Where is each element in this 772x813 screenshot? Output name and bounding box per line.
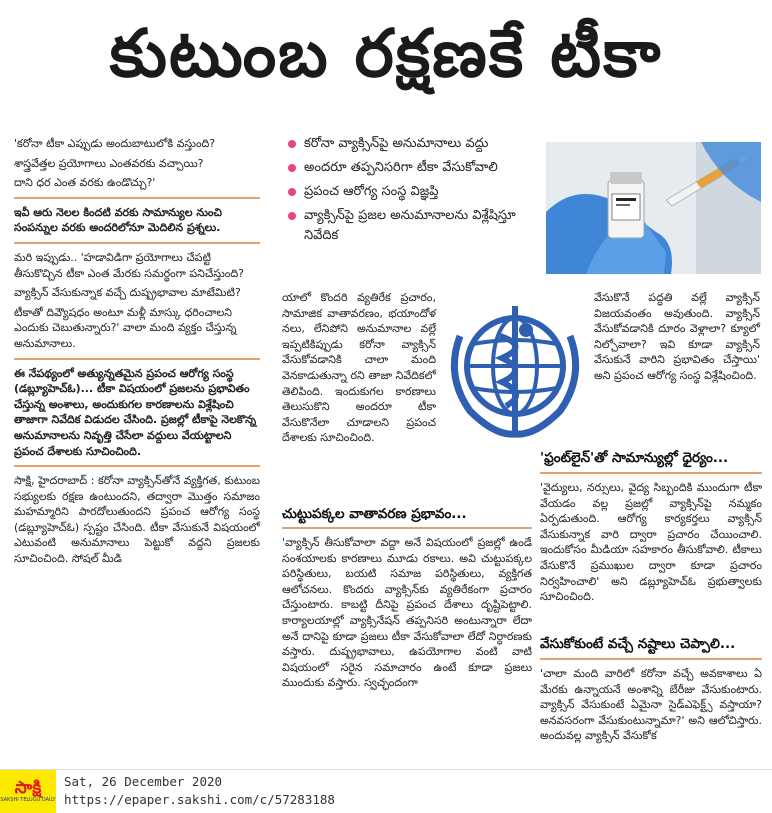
question-4: మరి ఇప్పుడు.. 'హడావిడిగా ప్రయోగాలు చేపట్టి తీసుకొచ్చిన టీకా ఎంత మేరకు సమర్థంగా పనిచేస్తుంది?: [14, 250, 244, 280]
vaccine-photo: [546, 142, 761, 274]
divider: [14, 197, 260, 199]
divider: [540, 658, 762, 660]
bullet-dot-icon: [288, 140, 296, 148]
bullet-item: వ్యాక్సిన్‌పై ప్రజల అనుమానాలను విశ్లేషిస్తూ నివేదిక: [282, 206, 544, 246]
bullet-dot-icon: [288, 212, 296, 220]
right-column-top: వేసుకొనే పద్ధతి వల్లే వ్యాక్సిన్ విజయవంతం అవుతుంది. వ్యాక్సిన్ వేసుకోవడానికి దూరం వెళ్లాలా? క్యూలో నిల్చోవాలా? ఇవి కూడా వ్యాక్సిన్ వేసుకునే వారిని ప్రభావితం చేస్తాయి' అని ప్రపంచ ఆరోగ్య సంస్థ విశ్లేషించింది.: [594, 291, 760, 382]
subhead-surroundings: చుట్టుపక్కల వాతావరణ ప్రభావం...: [282, 506, 467, 522]
left-column: [14, 136, 260, 571]
highlights-box: [282, 132, 544, 250]
bullet-item: కరోనా వ్యాక్సిన్‌పై అనుమానాలు వద్దు: [282, 134, 544, 154]
summary-1: ఇవీ ఆరు నెలల కిందటి వరకు సామాన్యుల నుంచి సంపన్నుల వరకు అందరిలోనూ మెదిలిన ప్రశ్నలు.: [14, 205, 222, 235]
divider: [282, 527, 532, 529]
question-5: వ్యాక్సిన్ వేసుకున్నాక వచ్చే దుష్ప్రభావాల మాటేమిటి?: [14, 286, 241, 300]
subhead-frontline: 'ఫ్రంట్‌లైన్'తో సామాన్యుల్లో ధైర్యం...: [540, 450, 729, 466]
right-column-bottom: 'చాలా మంది వారిలో కరోనా వచ్చే అవకాశాలు ఏ మేరకు ఉన్నాయనే అంశాన్ని బేరీజు వేసుకుంటారు. వ్యాక్సిన్ వేసుకుంటే ఏమైనా సైడ్‌ఎఫెక్ట్స్ వస్తాయా? అనవసరంగా వేసుకుంటున్నామా?' అని ఆలోచిస్తారు. అందువల్ల వ్యాక్సిన్ వేసుకోక: [540, 667, 762, 743]
bullet-dot-icon: [288, 164, 296, 172]
summary-2: ఈ నేపథ్యంలో అత్యున్నతమైన ప్రపంచ ఆరోగ్య సంస్థ (డబ్ల్యూహెచ్ఓ)... టీకా విషయంలో ప్రజలను ప్రభావితం చేస్తున్న అంశాలు, అందుకుగల కారణాలను విశ్లేషించి తాజాగా నివేదిక విడుదల చేసింది. ప్రజల్లో టీకాపై నెలకొన్న అనుమానాలను నివృత్తి చేసేలా వద్దులు వేయట్టాలని ప్రపంచ దేశాలకు సూచించింది.: [14, 366, 257, 458]
bullet-dot-icon: [288, 188, 296, 196]
logo-sub: SAKSHI TELUGU DAILY: [0, 797, 56, 803]
right-column-middle: 'వైద్యులు, నర్సులు, వైద్య సిబ్బందికి ముందుగా టీకా వేయడం వల్ల ప్రజల్లో వ్యాక్సిన్‌పై నమ్మకం ఏర్పడుతుంది. ఆరోగ్య కార్యకర్తలు వ్యాక్సిన్ వేసుకున్నాక వారి ద్వారా ప్రచారం చేయించాలి. ఇందుకోసం మీడియా సహకారం తీసుకోవాలి. టీకాలు వేసుకొనే ప్రముఖుల ద్వారా కూడా ప్రచారం నిర్వహించాలి' అని డబ్ల్యూహెచ్ఓ ప్రభుత్వాలకు సూచించింది.: [540, 481, 762, 604]
sakshi-logo: [0, 770, 56, 813]
vaccine-vial-icon: [546, 142, 761, 274]
body-text: సాక్షి, హైదరాబాద్ : కరోనా వ్యాక్సిన్‌తోనే వ్యక్తిగత, కుటుంబ సభ్యులకు రక్షణ ఉంటుందని, తద్వారా మొత్తం సమాజం మహమ్మారిని పారదోలుతుందని ప్రపంచ ఆరోగ్య సంస్థ (డబ్ల్యూహెచ్ఓ) స్పష్టం చేసింది. టీకా వేసుకునే విషయంలో ఎటువంటి అనుమానాలు పెట్టుకో వద్దని ప్రజలకు సూచించింది. సోషల్ మీడి: [14, 474, 260, 566]
bullet-item: ప్రపంచ ఆరోగ్య సంస్థ విజ్ఞప్తి: [282, 182, 544, 202]
subhead-losses: వేసుకోకుంటే వచ్చే నష్టాలు చెప్పాలి...: [540, 636, 736, 652]
who-emblem-icon: [440, 296, 590, 446]
headline: కుటుంబ రక్షణకే టీకా: [109, 14, 663, 92]
middle-column-body: 'వ్యాక్సిన్ తీసుకోవాలా వద్దా అనే విషయంలో ప్రజల్లో ఉండే సంశయాలకు కారణాలు మూడు రకాలు. అవి చుట్టుపక్కల పరిస్థితులు, బయటి సమాజ పరిస్థితులు, వ్యక్తిగత ఆలోచనలు. కొందరు వ్యాక్సిన్‌కు వ్యతిరేకంగా ప్రచారం చేస్తుంటారు. కాబట్టి దీనిపై ప్రపంచ దేశాలు దృష్టిపెట్టాలి. కార్యాలయాల్లో వ్యాక్సినేషన్ తప్పనిసరి అంటున్నారా లేదా అనే దానిపై కూడా ప్రజలు టీకా వేసుకోవాలా లేదో నిర్ధారణకు వస్తారు. దుష్ప్రభావాలు, ఉపయోగాల వంటి వాటి విషయంలో సరైన సమాచారం ఉంటే కూడా ప్రజలు ముందుకు వస్తారు. స్వచ్ఛందంగా: [282, 536, 532, 690]
footer: [0, 769, 772, 813]
divider: [14, 358, 260, 360]
bullet-item: అందరూ తప్పనిసరిగా టీకా వేసుకోవాలి: [282, 158, 544, 178]
logo-main: సాక్షి: [14, 778, 42, 798]
question-3: దాని ధర ఎంత వరకు ఉండొచ్చు?': [14, 176, 156, 190]
footer-date: Sat, 26 December 2020: [64, 774, 223, 789]
question-1: 'కరోనా టీకా ఎప్పుడు అందుబాటులోకి వస్తుంది?: [14, 137, 216, 150]
divider: [540, 472, 762, 474]
footer-url[interactable]: https://epaper.sakshi.com/c/57283188: [64, 792, 335, 807]
question-2: శాస్త్రవేత్తల ప్రయోగాలు ఎంతవరకు వచ్చాయి?: [14, 156, 204, 170]
divider: [14, 465, 260, 467]
question-6: టీకాతో దివ్యౌషధం అంటూ మళ్లీ మాస్కు ధరించాలని ఎందుకు చెబుతున్నారు?' వాలా మంది వ్యక్తం చేస్తున్న అనుమానాలు.: [14, 305, 237, 350]
divider: [14, 242, 260, 244]
middle-column-top: యాలో కొందరి వ్యతిరేక ప్రచారం, సామాజిక వాతావరణం, భయాందోళ నలు, లేనిపోని అనుమానాల వల్లే ఇప్పటికిప్పుడు కరోనా వ్యాక్సిన్ వేసుకోవడానికి చాలా మంది వెనకాడుతున్నా రని తాజా నివేదికలో తెలిపింది. ఇందుకుగల కారణాలు తెలుసుకొని అందరూ టీకా వేసుకొనేలా చూడాలని ప్రపంచ దేశాలకు సూచించింది.: [282, 291, 436, 445]
